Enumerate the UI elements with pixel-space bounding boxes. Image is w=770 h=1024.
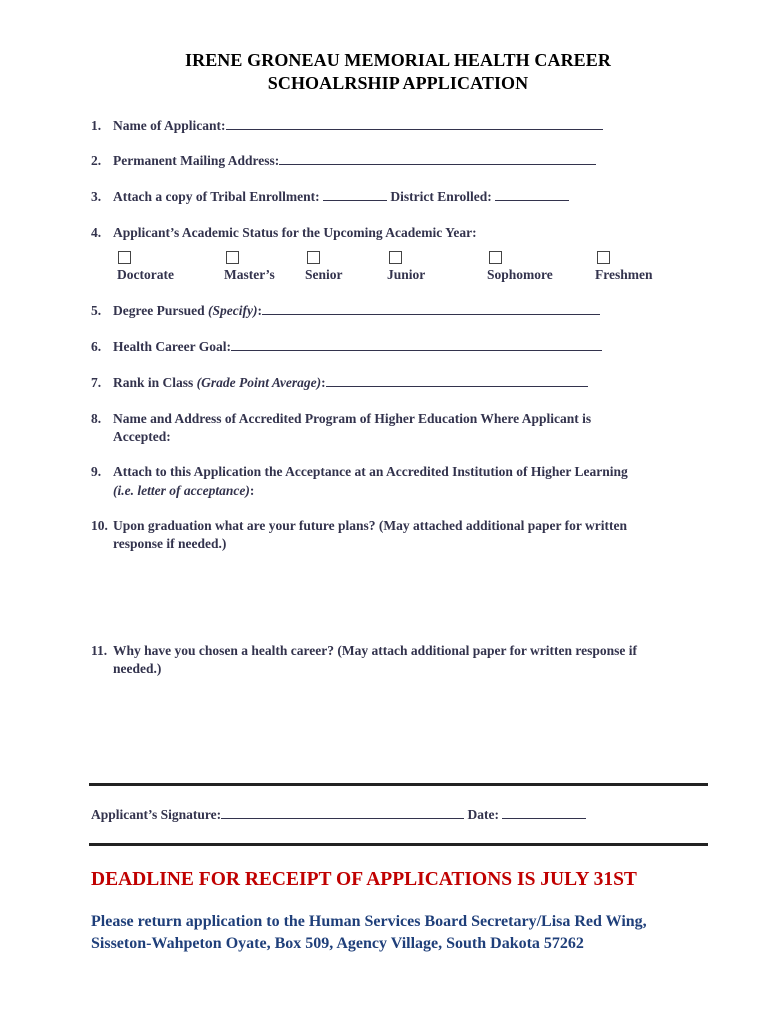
return-instructions-line-1: Please return application to the Human Services Board Secretary/Lisa Red Wing, <box>91 913 647 930</box>
tribal-enrollment-label: Attach a copy of Tribal Enrollment: <box>113 189 320 204</box>
return-instructions-line-2: Sisseton-Wahpeton Oyate, Box 509, Agency Village, South Dakota 57262 <box>91 935 584 952</box>
checkbox-freshmen[interactable] <box>597 251 610 264</box>
degree-label: Degree Pursued <box>113 303 205 318</box>
district-enrolled-blank[interactable] <box>495 188 569 201</box>
acceptance-letter-note: (i.e. letter of acceptance): <box>113 483 255 498</box>
checkbox-senior[interactable] <box>307 251 320 264</box>
rank-blank[interactable] <box>326 374 588 387</box>
option-junior: Junior <box>387 267 426 282</box>
deadline-notice: DEADLINE FOR RECEIPT OF APPLICATIONS IS JULY 31ST <box>91 869 637 890</box>
option-doctorate: Doctorate <box>117 267 174 282</box>
academic-status-label: Applicant’s Academic Status for the Upcoming Academic Year: <box>113 225 477 240</box>
name-blank[interactable] <box>226 117 603 130</box>
academic-status-question: 4. Applicant’s Academic Status for the Upcoming Academic Year: <box>91 225 477 240</box>
health-career-goal-field[interactable]: 6. Health Career Goal: <box>91 338 602 356</box>
title-line-1: IRENE GRONEAU MEMORIAL HEALTH CAREER <box>185 50 611 70</box>
signature-row[interactable] <box>91 806 586 824</box>
checkbox-sophomore[interactable] <box>489 251 502 264</box>
district-enrolled-label: District Enrolled: <box>390 189 492 204</box>
career-goal-blank[interactable] <box>231 338 602 351</box>
checkbox-masters[interactable] <box>226 251 239 264</box>
tribal-enrollment-blank[interactable] <box>323 188 387 201</box>
address-blank[interactable] <box>279 152 596 165</box>
why-health-career-response-area[interactable] <box>113 682 703 777</box>
signature-blank[interactable] <box>221 806 464 819</box>
signature-label: Applicant’s Signature: <box>91 807 222 822</box>
future-plans-question: 10. Upon graduation what are your future plans? (May attached additional paper for written <box>91 518 628 533</box>
accredited-program-question: 8. Name and Address of Accredited Program of Higher Education Where Applicant is <box>91 411 592 426</box>
checkbox-junior[interactable] <box>389 251 402 264</box>
degree-pursued-field[interactable]: 5. Degree Pursued (Specify): <box>91 302 600 320</box>
degree-label-specify: (Specify) <box>207 303 258 318</box>
rank-in-class-field[interactable]: 7. Rank in Class (Grade Point Average): <box>91 374 588 392</box>
accredited-program-accepted: Accepted: <box>113 429 171 444</box>
checkbox-doctorate[interactable] <box>118 251 131 264</box>
why-health-career-note: needed.) <box>113 661 162 676</box>
date-blank[interactable] <box>502 806 586 819</box>
future-plans-response-area[interactable] <box>113 556 703 636</box>
future-plans-note: response if needed.) <box>113 536 227 551</box>
title-line-2: SCHOALRSHIP APPLICATION <box>267 73 529 93</box>
divider-top <box>89 783 708 786</box>
mailing-address-field[interactable]: 2. Permanent Mailing Address: <box>91 152 596 170</box>
option-sophomore: Sophomore <box>487 267 553 282</box>
career-goal-label: Health Career Goal: <box>113 339 231 354</box>
tribal-enrollment-field[interactable]: 3. Attach a copy of Tribal Enrollment: District Enrolled: <box>91 188 569 206</box>
option-senior: Senior <box>305 267 343 282</box>
option-freshmen: Freshmen <box>595 267 653 282</box>
date-label: Date: <box>467 807 500 822</box>
rank-label-gpa: (Grade Point Average) <box>196 375 322 390</box>
name-label: Name of Applicant: <box>113 118 226 133</box>
degree-blank[interactable] <box>262 302 600 315</box>
name-of-applicant-field[interactable]: 1. Name of Applicant: <box>91 117 603 135</box>
why-health-career-question: 11. Why have you chosen a health career? (May attach additional paper for written response if <box>91 643 637 658</box>
acceptance-attach-question: 9. Attach to this Application the Acceptance at an Accredited Institution of Higher Learning <box>91 464 628 479</box>
address-label: Permanent Mailing Address: <box>113 153 280 168</box>
option-masters: Master’s <box>224 267 275 282</box>
rank-label: Rank in Class <box>113 375 194 390</box>
divider-bottom <box>89 843 708 846</box>
